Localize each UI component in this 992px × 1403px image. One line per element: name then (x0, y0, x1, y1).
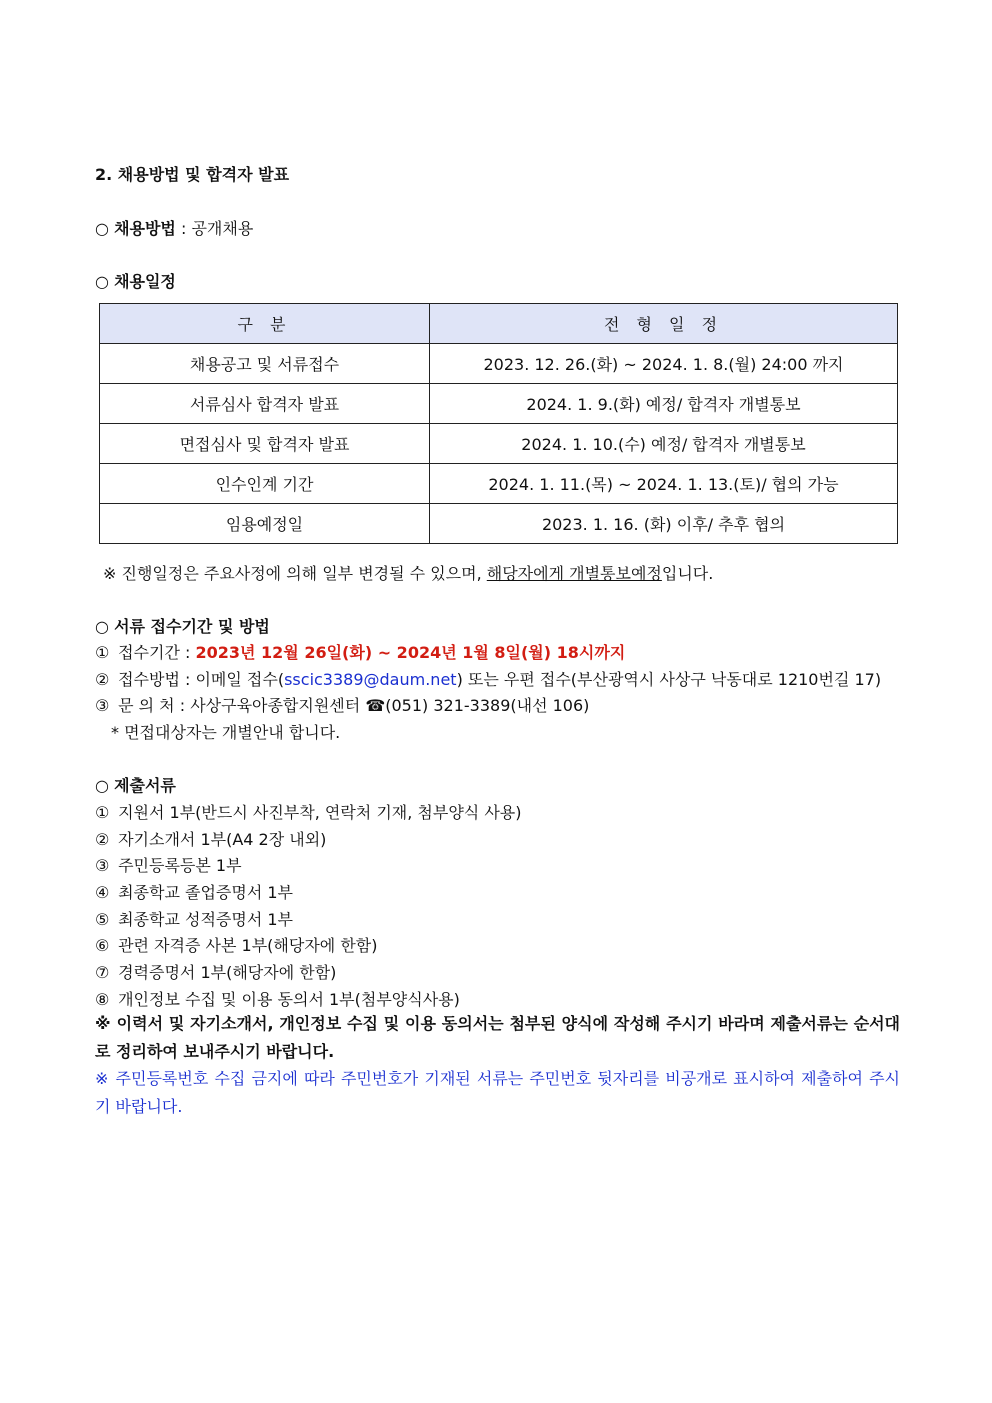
schedule-table (99, 303, 898, 544)
row-date: 2023. 12. 26.(화) ~ 2024. 1. 8.(월) 24:00 까지 (430, 344, 898, 384)
schedule-heading (95, 269, 900, 292)
method-line (95, 216, 900, 239)
item-number: ④ (95, 883, 110, 902)
item-number: ⑤ (95, 910, 110, 929)
email-link[interactable]: sscic3389@daum.net (284, 670, 457, 689)
period-value: 2023년 12월 26일(화) ~ 2024년 1월 8일(월) 18시까지 (195, 643, 626, 662)
list-item (95, 907, 900, 930)
table-row (100, 424, 898, 464)
documents-bold-note: ※ 이력서 및 자기소개서, 개인정보 수집 및 이용 동의서는 첨부된 양식에 작성해 주시기 바라며 제출서류는 순서대로 정리하여 보내주시기 바랍니다. (95, 1014, 900, 1061)
submission-label: 서류 접수기간 및 방법 (114, 617, 270, 636)
documents-heading (95, 773, 900, 796)
list-item (95, 880, 900, 903)
row-date: 2024. 1. 10.(수) 예정/ 합격자 개별통보 (430, 424, 898, 464)
method-label: 채용방법 (114, 219, 176, 238)
contact-label: 문 의 처 : 사상구육아종합지원센터 (118, 696, 366, 715)
table-row (100, 504, 898, 544)
item-text: 관련 자격증 사본 1부(해당자에 한함) (118, 936, 378, 955)
header-category: 구 분 (100, 304, 430, 344)
row-date: 2024. 1. 11.(목) ~ 2024. 1. 13.(토)/ 협의 가능 (430, 464, 898, 504)
item-text: 주민등록등본 1부 (118, 856, 242, 875)
row-date: 2023. 1. 16. (화) 이후/ 추후 협의 (430, 504, 898, 544)
bullet: ○ (95, 776, 109, 795)
item-number: ③ (95, 696, 110, 715)
row-category: 임용예정일 (100, 504, 430, 544)
submission-method (95, 667, 900, 690)
item-text: 개인정보 수집 및 이용 동의서 1부(첨부양식사용) (118, 990, 460, 1009)
bullet: ○ (95, 272, 109, 291)
method-value: 공개채용 (191, 219, 254, 238)
item-text: 최종학교 성적증명서 1부 (118, 910, 294, 929)
table-header-row (100, 304, 898, 344)
item-number: ① (95, 803, 110, 822)
list-item (95, 800, 900, 823)
bullet: ○ (95, 219, 109, 238)
item-text: 경력증명서 1부(해당자에 한함) (118, 963, 337, 982)
table-row (100, 464, 898, 504)
schedule-note (103, 561, 908, 584)
table-row (100, 384, 898, 424)
item-text: 자기소개서 1부(A4 2장 내외) (118, 830, 327, 849)
item-number: ⑥ (95, 936, 110, 955)
list-item (95, 853, 900, 876)
bullet: ○ (95, 617, 109, 636)
item-number: ② (95, 670, 110, 689)
item-number: ① (95, 643, 110, 662)
row-date: 2024. 1. 9.(화) 예정/ 합격자 개별통보 (430, 384, 898, 424)
phone-icon: ☎ (365, 696, 386, 715)
header-schedule: 전 형 일 정 (430, 304, 898, 344)
row-category: 서류심사 합격자 발표 (100, 384, 430, 424)
note-pre: ※ 진행일정은 주요사정에 의해 일부 변경될 수 있으며, (103, 564, 487, 583)
submission-contact (95, 693, 900, 716)
table-row (100, 344, 898, 384)
item-text: 지원서 1부(반드시 사진부착, 연락처 기재, 첨부양식 사용) (118, 803, 522, 822)
item-text: 최종학교 졸업증명서 1부 (118, 883, 294, 902)
item-number: ⑦ (95, 963, 110, 982)
period-label: 접수기간 : (118, 643, 196, 662)
section-title: 2. 채용방법 및 합격자 발표 (95, 165, 290, 184)
row-category: 인수인계 기간 (100, 464, 430, 504)
item-number: ⑧ (95, 990, 110, 1009)
item-number: ③ (95, 856, 110, 875)
list-item (95, 987, 900, 1010)
list-item (95, 827, 900, 850)
item-number: ② (95, 830, 110, 849)
documents-privacy-note: ※ 주민등록번호 수집 금지에 따라 주민번호가 기재된 서류는 주민번호 뒷자리를 비공개로 표시하여 제출하여 주시기 바랍니다. (95, 1069, 900, 1116)
submission-heading (95, 614, 900, 637)
documents-label: 제출서류 (114, 776, 176, 795)
note-underline: 해당자에게 개별통보예정 (486, 564, 662, 583)
contact-phone: (051) 321-3389(내선 106) (385, 696, 590, 715)
interview-note: * 면접대상자는 개별안내 합니다. (111, 723, 341, 742)
list-item (95, 933, 900, 956)
submission-period (95, 640, 900, 663)
method-label: 접수방법 : 이메일 접수( (118, 670, 285, 689)
method-rest: ) 또는 우편 접수(부산광역시 사상구 낙동대로 1210번길 17) (456, 670, 882, 689)
method-sep: : (175, 219, 192, 238)
note-post: 입니다. (661, 564, 714, 583)
list-item (95, 960, 900, 983)
row-category: 채용공고 및 서류접수 (100, 344, 430, 384)
schedule-label: 채용일정 (114, 272, 176, 291)
row-category: 면접심사 및 합격자 발표 (100, 424, 430, 464)
